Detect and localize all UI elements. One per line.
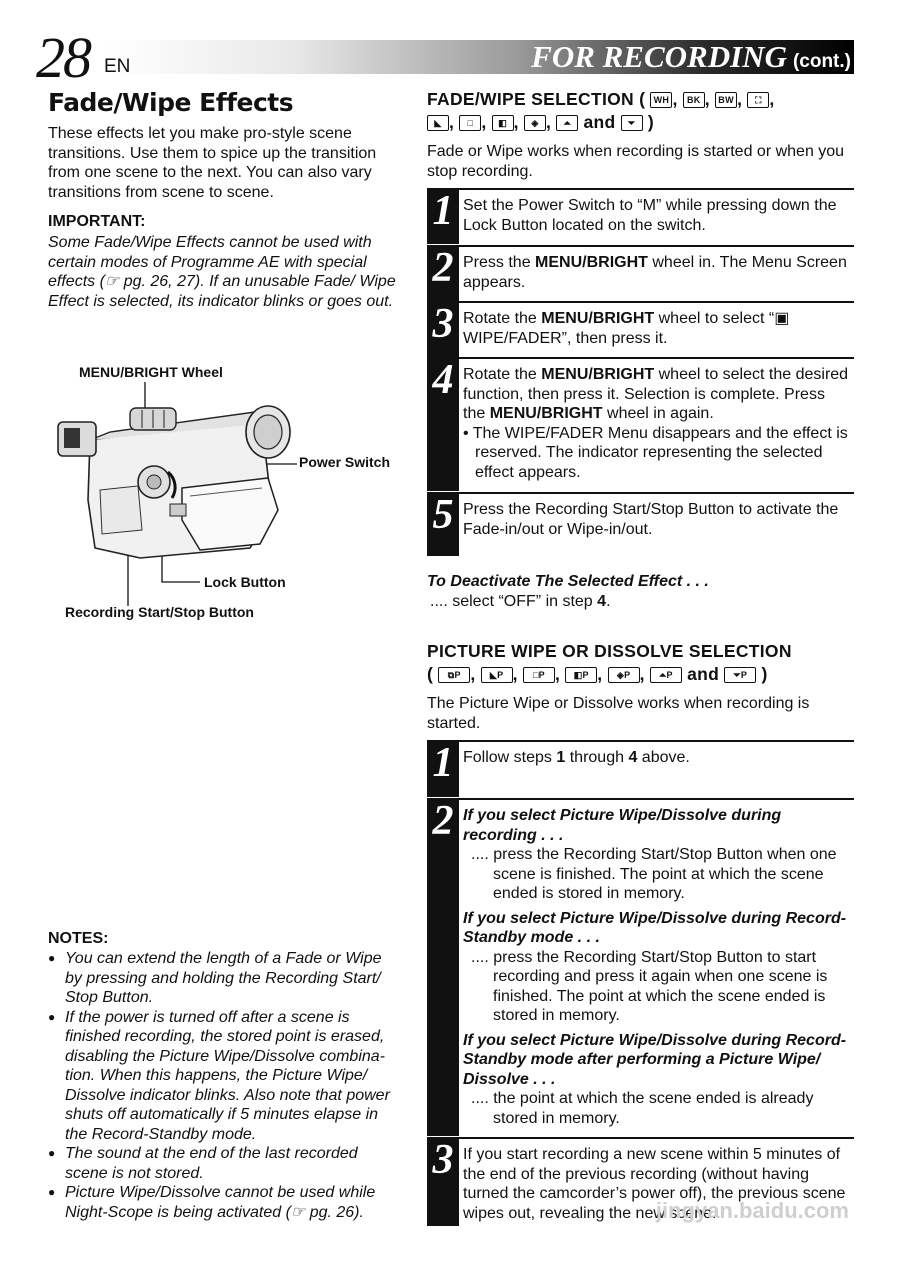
fade-and-word: and — [583, 112, 616, 132]
watermark: jingyan.baidu.com — [655, 1198, 849, 1223]
note-item: ● You can extend the length of a Fade or Wipe by pressing and holding the Recording Start/ Stop Button. — [48, 949, 398, 1008]
page-number: 28 — [36, 25, 90, 90]
step-rule — [459, 740, 854, 742]
label-rec-button: Recording Start/Stop Button — [65, 604, 254, 620]
step-text-part: through — [565, 749, 629, 766]
step-4 — [427, 357, 854, 491]
fade-black-icon: BK — [683, 92, 705, 108]
case-heading: If you select Picture Wipe/Dissolve during recording . . . — [463, 807, 782, 844]
scroll-wipe-p-icon: ⏶P — [650, 667, 682, 683]
intro-text: These effects let you make pro-style scene transitions. Use them to spice up the transition from one scene to the next. You can also vary transitions from scene to scene. — [48, 125, 377, 201]
window-wipe-icon: □ — [459, 115, 481, 131]
case-text: .... press the Recording Start/Stop Button when one scene is finished. The point at which the scene ended is stored in memory. — [471, 846, 837, 902]
step-text: Set the Power Switch to “M” while pressing down the Lock Button located on the switch. — [463, 197, 837, 234]
step-text-part: wheel in again. — [602, 405, 714, 422]
step-number: 3 — [427, 301, 459, 357]
fade-intro: Fade or Wipe works when recording is started or when you stop recording. — [427, 143, 845, 180]
step-text-part: Press the — [463, 254, 536, 271]
label-power-switch: Power Switch — [299, 454, 391, 470]
step-number: 1 — [427, 740, 459, 797]
step-rule — [459, 301, 854, 303]
fade-close-paren: ) — [647, 112, 654, 132]
page-language: EN — [104, 56, 131, 77]
step-text-part: Rotate the — [463, 310, 542, 327]
page-title: Fade/Wipe Effects — [48, 88, 294, 117]
shutter-wipe-icon: ⏷ — [621, 115, 643, 131]
step-number: 4 — [427, 357, 459, 491]
case-text: .... press the Recording Start/Stop Button to start recording and press it again when one scene is finished. The point at which the scene ended is stored in memory. — [471, 948, 828, 1024]
case-heading: If you select Picture Wipe/Dissolve during Record-Standby mode after performing a Picture Wipe/ Dissolve . . . — [463, 1031, 847, 1088]
note-item: ● Picture Wipe/Dissolve cannot be used while Night-Scope is being activated (☞ pg. 26). — [48, 1183, 398, 1222]
window-wipe-p-icon: □P — [523, 667, 555, 683]
corner-wipe-p-icon: ◣P — [481, 667, 513, 683]
step-text — [463, 365, 851, 482]
deactivate-heading: To Deactivate The Selected Effect . . . — [427, 573, 709, 590]
notes-heading: NOTES: — [48, 930, 109, 947]
corner-wipe-icon: ◣ — [427, 115, 449, 131]
step-text-part: Rotate the — [463, 366, 542, 383]
step-rule — [459, 188, 854, 190]
step-text — [463, 253, 851, 292]
step-rule — [459, 798, 854, 800]
step-number: 1 — [427, 188, 459, 244]
section-title-text: FOR RECORDING — [531, 39, 787, 74]
slide-wipe-p-icon: ◧P — [565, 667, 597, 683]
step-text-bold: MENU/BRIGHT — [541, 310, 655, 327]
step-text: If you start recording a new scene within 5 minutes of the end of the previous recording (without having turned the camcorder’s power off), the previous scene wipes out, revealing the new scene. — [463, 1146, 846, 1222]
step-number: 2 — [427, 798, 459, 1136]
step-text-bold: 4 — [628, 749, 638, 766]
picture-wipe-heading: PICTURE WIPE OR DISSOLVE SELECTION ( ⧉P , ◣P , □P , ◧P , ◈P , ⏶P and ⏷P ) — [427, 641, 792, 684]
step-text-bold: MENU/BRIGHT — [489, 405, 603, 422]
shutter-wipe-p-icon: ⏷P — [724, 667, 756, 683]
fade-heading-text: FADE/WIPE SELECTION ( — [427, 89, 646, 109]
step-rule — [459, 1137, 854, 1139]
step-2 — [427, 798, 854, 1136]
camcorder-illustration — [50, 380, 310, 620]
scroll-wipe-icon: ⏶ — [556, 115, 578, 131]
picture-intro: The Picture Wipe or Dissolve works when recording is started. — [427, 695, 810, 732]
picture-open-paren: ( — [427, 664, 434, 684]
step-number: 5 — [427, 492, 459, 556]
deactivate-step-ref: 4 — [597, 593, 607, 610]
step-text-part: wheel to select the desired function, then press it. Selection is complete. Press the — [463, 366, 849, 422]
step-text: Press the Recording Start/Stop Button to activate the Fade-in/out or Wipe-in/out. — [463, 501, 839, 538]
step-1 — [427, 740, 854, 797]
step-bullet: • The WIPE/FADER Menu disappears and the effect is reserved. The indicator representing the selected effect appears. — [463, 424, 848, 481]
mosaic-icon: ⛶ — [747, 92, 769, 108]
fade-white-icon: WH — [650, 92, 672, 108]
step-5 — [427, 492, 854, 556]
step-text — [463, 748, 851, 768]
notes-list — [48, 949, 398, 1222]
step-number: 2 — [427, 245, 459, 301]
picture-and-word: and — [687, 664, 720, 684]
label-lock-button: Lock Button — [204, 574, 286, 590]
picture-steps — [427, 740, 854, 1226]
fade-bw-icon: BW — [715, 92, 737, 108]
deactivate-text-part: .... select “OFF” in step — [430, 593, 598, 610]
section-cont: (cont.) — [792, 51, 851, 72]
important-heading: IMPORTANT: — [48, 213, 146, 230]
door-wipe-icon: ◈ — [524, 115, 546, 131]
step-text — [463, 806, 851, 1128]
section-title — [531, 40, 851, 74]
important-text: Some Fade/Wipe Effects cannot be used with certain modes of Programme AE with special effects (☞ pg. 26, 27). If an unusable Fade/ Wipe Effect is selected, its indicator blinks or goes out. — [48, 234, 396, 310]
step-text-bold: MENU/BRIGHT — [541, 366, 655, 383]
case-heading: If you select Picture Wipe/Dissolve during Record-Standby mode . . . — [463, 909, 847, 946]
step-text-part: above. — [637, 749, 690, 766]
step-text — [463, 309, 851, 348]
step-2 — [427, 245, 854, 301]
step-1 — [427, 188, 854, 244]
case-text: .... the point at which the scene ended is already stored in memory. — [471, 1090, 814, 1127]
slide-wipe-icon: ◧ — [492, 115, 514, 131]
step-text-bold: 1 — [556, 749, 566, 766]
step-rule — [459, 245, 854, 247]
picture-close-paren: ) — [761, 664, 768, 684]
door-wipe-p-icon: ◈P — [608, 667, 640, 683]
fade-wipe-heading: FADE/WIPE SELECTION ( WH , BK , BW , ⛶ , ◣ , □ , ◧ , ◈ , ⏶ and ⏷ ) — [427, 89, 775, 132]
deactivate-text — [430, 592, 611, 612]
label-menu-wheel: MENU/BRIGHT Wheel — [79, 364, 223, 380]
step-text-part: wheel in. The Menu Screen appears. — [463, 254, 847, 291]
step-rule — [459, 357, 854, 359]
note-item: ● If the power is turned off after a scene is finished recording, the stored point is erased, disabling the Picture Wipe/Dissolve combina-tion. When this happens, the Picture Wipe/ Dissolve indicator blinks. Also note that power shuts off automatically if 5 minutes elapse in the Record-Standby mode. — [48, 1008, 398, 1145]
step-text-part: Follow steps — [463, 749, 557, 766]
step-text-part: wheel to select “▣ WIPE/FADER”, then press it. — [463, 310, 790, 347]
step-number: 3 — [427, 1137, 459, 1226]
dissolve-icon: ⧉P — [438, 667, 470, 683]
note-item: ● The sound at the end of the last recorded scene is not stored. — [48, 1144, 398, 1183]
step-rule — [459, 492, 854, 494]
deactivate-text-part: . — [606, 593, 611, 610]
step-text-bold: MENU/BRIGHT — [535, 254, 648, 271]
step-3 — [427, 301, 854, 357]
picture-heading-text: PICTURE WIPE OR DISSOLVE SELECTION — [427, 641, 792, 661]
fade-steps — [427, 188, 854, 556]
